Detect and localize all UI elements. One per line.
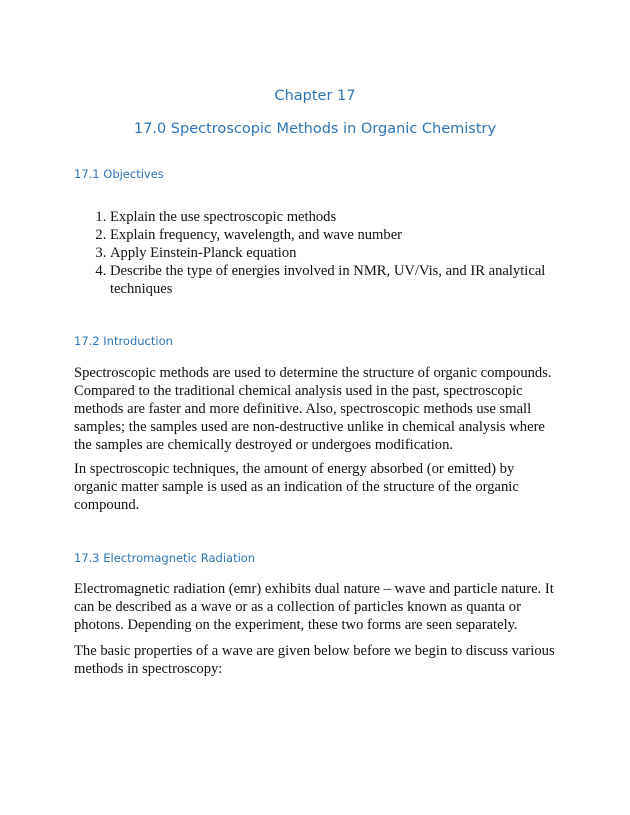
emr-paragraph: The basic properties of a wave are given below before we begin to discuss various methods in spectroscopy: [74,643,555,677]
list-item: 2. Explain frequency, wavelength, and wave number [110,226,590,244]
section-heading-electromagnetic-radiation: 17.3 Electromagnetic Radiation [74,551,256,565]
section-heading-objectives: 17.1 Objectives [74,167,164,181]
list-item: 3. Apply Einstein-Planck equation [110,244,590,262]
introduction-paragraph: Spectroscopic methods are used to determine the structure of organic compounds. Compared to the traditional chemical analysis used in the past, spectroscopic methods are faster and more definitive. Also, spectroscopic methods use small samples; the samples used are non-destructive unlike in chemical analysis where the samples are chemically destroyed or undergoes modification. [74,365,552,453]
objectives-list [74,208,590,298]
list-item: 4. Describe the type of energies involved in NMR, UV/Vis, and IR analytical techniques [110,262,590,298]
chapter-heading: Chapter 17 [274,88,356,104]
section-heading-introduction: 17.2 Introduction [74,334,173,348]
introduction-paragraph: In spectroscopic techniques, the amount of energy absorbed (or emitted) by organic matter sample is used as an indication of the structure of the organic compound. [74,461,519,513]
list-item: 1. Explain the use spectroscopic methods [110,208,590,226]
chapter-title: 17.0 Spectroscopic Methods in Organic Chemistry [133,121,497,137]
emr-paragraph: Electromagnetic radiation (emr) exhibits dual nature – wave and particle nature. It can be described as a wave or as a collection of particles known as quanta or photons. Depending on the experiment, these two forms are seen separately. [74,581,554,633]
